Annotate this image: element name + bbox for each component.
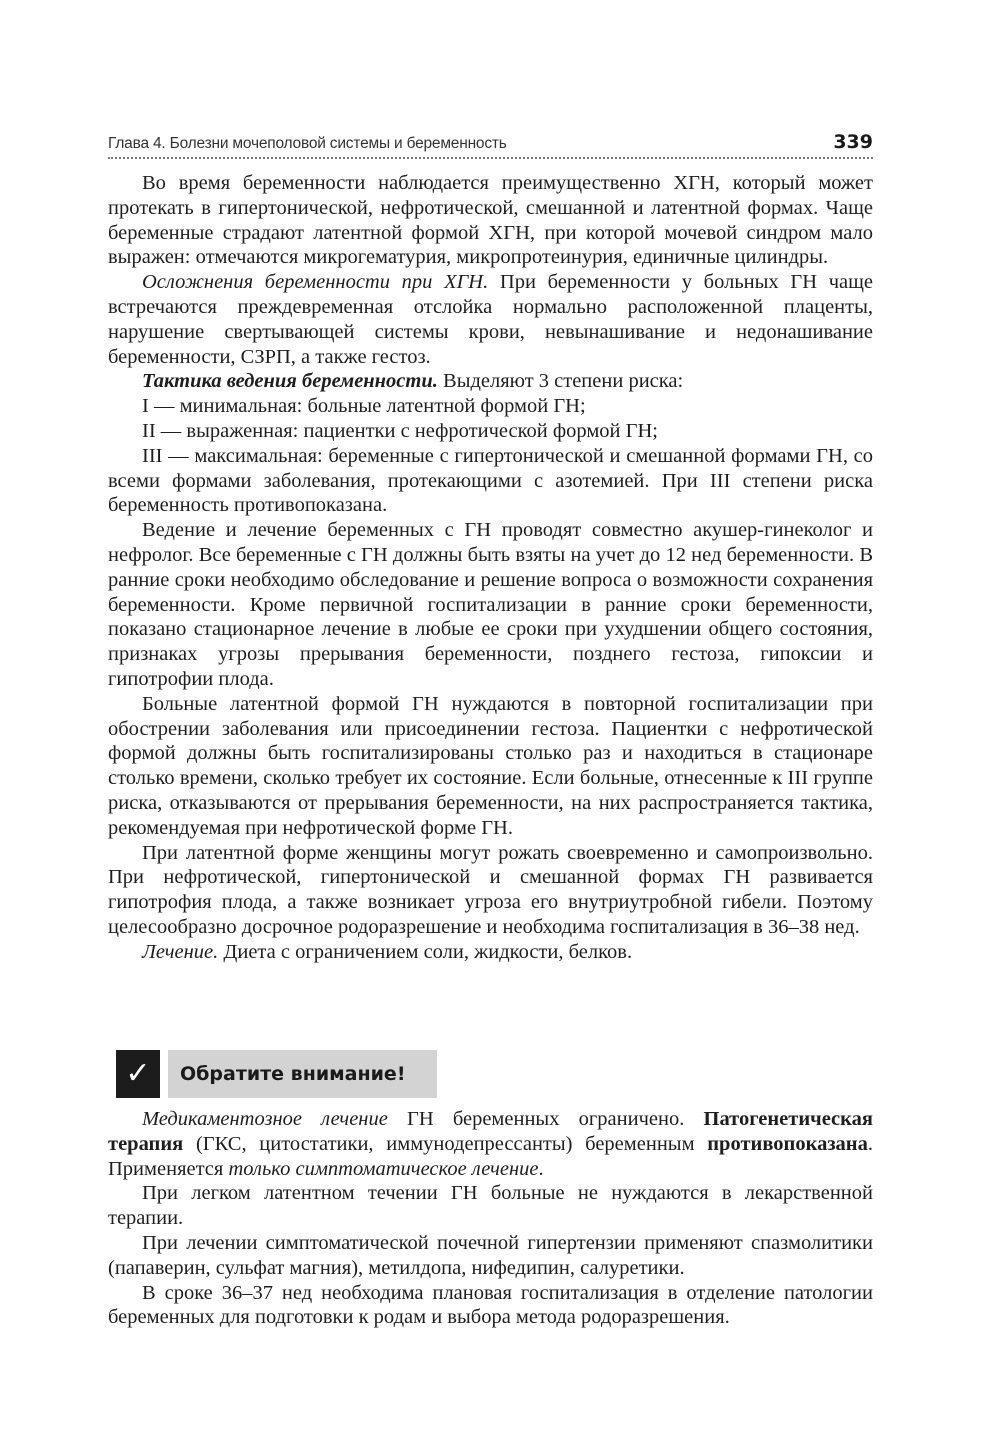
treatment-text: Диета с ограничением соли, жидкости, белков. — [218, 940, 633, 963]
paragraph-mild-course: При легком латентном течении ГН больные не нуждаются в лекарственной терапии. — [108, 1182, 873, 1230]
paragraph-treatment — [108, 940, 873, 965]
checkmark-icon: ✓ — [116, 1050, 160, 1098]
risk-level-2: II — выраженная: пациентки с нефротической формой ГН; — [142, 419, 658, 442]
page-number: 339 — [833, 131, 873, 153]
paragraph-delivery: При латентной форме женщины могут рожать своевременно и самопроизвольно. При нефротической, гипертонической и смешанной формах ГН развивается гипотрофия плода, а также возникает угроза его внутриутробной гибели. Поэтому целесообразно досрочное родоразрешение и необходима госпитализация в 36–38 нед. — [108, 841, 873, 938]
medication-heading: Медикаментозное лечение — [142, 1108, 388, 1130]
running-header — [108, 131, 873, 161]
medication-text-d: . — [538, 1157, 544, 1180]
paragraph-management: Ведение и лечение беременных с ГН проводят совместно акушер-гинеколог и нефролог. Все беременные с ГН должны быть взяты на учет до 12 нед беременности. В ранние сроки необходимо обследование и решение вопроса о возможности сохранения беременности. Кроме первичной госпитализации в ранние сроки беременности, показано стационарное лечение в любые ее сроки при ухудшении общего состояния, признаках угрозы прерывания беременности, позднего гестоза, гипоксии и гипотрофии плода. — [108, 519, 873, 690]
complications-text: При беременности у больных ГН чаще встречаются преждевременная отслойка нормально расположенной плаценты, нарушение свертывающей системы крови, невынашивание и недонашивание беременности, СЗРП, а также гестоз. — [108, 271, 873, 368]
attention-callout — [116, 1050, 437, 1098]
attention-label: Обратите внимание! — [168, 1050, 437, 1098]
tactics-text: Выделяют 3 степени риска: — [437, 370, 684, 393]
paragraph-medication — [108, 1107, 873, 1181]
risk-level-1: I — минимальная: больные латентной формой ГН; — [142, 395, 586, 418]
chapter-title: Глава 4. Болезни мочеполовой системы и беременность — [108, 135, 507, 152]
medication-text-a: ГН беременных ограничено. — [387, 1108, 704, 1130]
tactics-heading: Тактика ведения беременности. — [142, 370, 438, 393]
treatment-heading: Лечение. — [142, 940, 219, 963]
paragraph-intro: Во время беременности наблюдается преимущественно ХГН, который может протекать в гипертонической, нефротической, смешанной и латентной формах. Чаще беременные страдают латентной формой ХГН, при которой мочевой синдром мало выражен: отмечаются микрогематурия, микропротеинурия, единичные цилиндры. — [108, 172, 873, 269]
header-divider — [108, 157, 873, 159]
paragraph-complications — [108, 270, 873, 369]
main-text-block — [108, 171, 873, 965]
medication-text-b: (ГКС, цитостатики, иммунодепрессанты) беременным — [183, 1132, 708, 1155]
contraindicated-term: противопоказана — [707, 1132, 868, 1155]
paragraph-tactics — [108, 369, 873, 394]
risk-level-3: III — максимальная: беременные с гипертонической и смешанной формами ГН, со всеми формами заболевания, протекающими с азотемией. При III степени риска беременность противопоказана. — [108, 444, 873, 517]
medication-text-c: . Применяется — [108, 1132, 873, 1180]
paragraph-planned-admission: В сроке 36–37 нед необходима плановая госпитализация в отделение патологии беременных для подготовки к родам и выбора метода родоразрешения. — [108, 1281, 873, 1329]
paragraph-hypertension: При лечении симптоматической почечной гипертензии применяют спазмолитики (папаверин, сульфат магния), метилдопа, нифедипин, салуретики. — [108, 1231, 873, 1279]
pathogenetic-therapy-term: Патогенетическая терапия — [108, 1108, 873, 1155]
paragraph-hospitalization: Больные латентной формой ГН нуждаются в повторной госпитализации при обострении заболевания или присоединении гестоза. Пациентки с нефротической формой должны быть госпитализированы столько раз и находиться в стационаре столько времени, сколько требует их состояние. Если больные, отнесенные к III группе риска, отказываются от прерывания беременности, на них распространяется тактика, рекомендуемая при нефротической форме ГН. — [108, 692, 873, 839]
symptomatic-treatment-term: только симптоматическое лечение — [228, 1157, 539, 1180]
complications-heading: Осложнения беременности при ХГН. — [142, 271, 489, 294]
attention-text-block — [108, 1107, 873, 1330]
